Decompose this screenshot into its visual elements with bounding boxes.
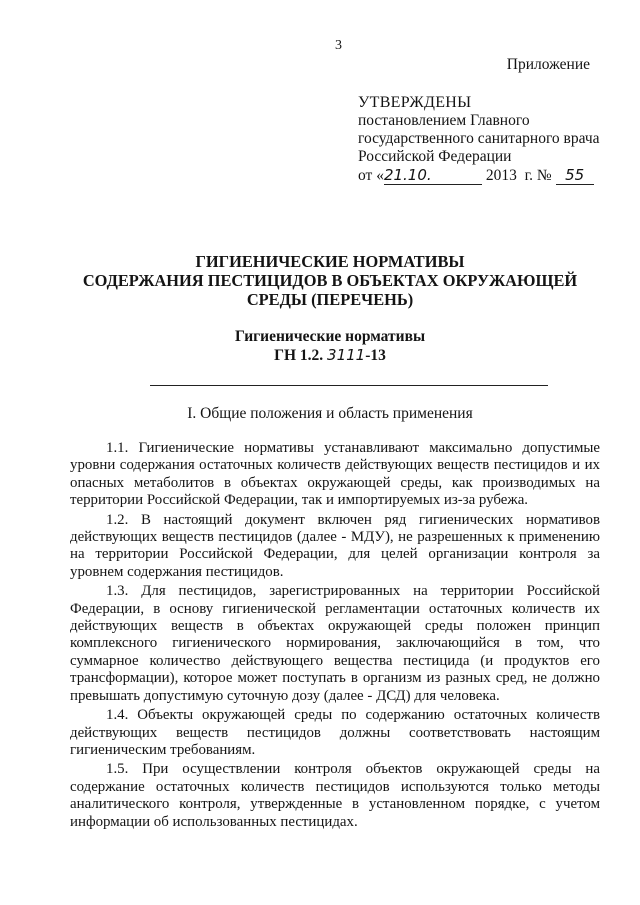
body-text — [70, 440, 600, 831]
paragraph-1-4: 1.4. Объекты окружающей среды по содержанию остаточных количеств действующих веществ пестицидов должны соответствовать настоящим гигиеническим требованиям. — [70, 707, 600, 758]
approval-line-1: постановлением Главного — [358, 112, 530, 129]
paragraph-1-3: 1.3. Для пестицидов, зарегистрированных на территории Российской Федерации, в основу гигиенической регламентации остаточных количеств их действующих веществ в объектах окружающей среды положен принцип комплексного гигиенического нормирования, заключающийся в том, что суммарное количество действующего вещества пестицида (и продуктов его трансформации), которое может поступать в организм из разных сред, не должно превышать допустимую суточную дозу (далее - ДСД) для человека. — [70, 583, 600, 704]
paragraph-1-1: 1.1. Гигиенические нормативы устанавливают максимально допустимые уровни содержания остаточных количеств действующих веществ пестицидов и их опасных метаболитов в объектах окружающей среды, как производимых на территории Российской Федерации, так и импортируемых из-за рубежа. — [70, 440, 600, 509]
separator-line — [150, 385, 548, 386]
approval-heading: УТВЕРЖДЕНЫ — [358, 94, 472, 111]
paragraph-1-5: 1.5. При осуществлении контроля объектов окружающей среды на содержание остаточных количеств пестицидов используются только методы аналитического контроля, утвержденные в установленном порядке, с учетом информации об использованных пестицидах. — [70, 761, 600, 830]
title-line-1: ГИГИЕНИЧЕСКИЕ НОРМАТИВЫ — [195, 252, 465, 271]
title-line-3: СРЕДЫ (ПЕРЕЧЕНЬ) — [246, 290, 414, 309]
document-title — [60, 252, 600, 309]
title-line-2: СОДЕРЖАНИЯ ПЕСТИЦИДОВ В ОБЪЕКТАХ ОКРУЖАЮЩЕЙ — [82, 271, 578, 290]
approval-line-2: государственного санитарного врача — [358, 130, 600, 147]
paragraph-1-2: 1.2. В настоящий документ включен ряд гигиенических нормативов действующих веществ пестицидов (далее - МДУ), не разрешенных к применению на территории Российской Федерации, для целей организации контроля за уровнем содержания пестицидов. — [70, 511, 600, 580]
handwritten-number: 55 — [556, 166, 594, 185]
norm-code — [60, 346, 600, 365]
document-subtitle — [60, 328, 600, 365]
handwritten-code: 3111 — [327, 346, 366, 364]
section-heading: I. Общие положения и область применения — [187, 405, 473, 422]
approval-block — [358, 94, 600, 185]
handwritten-date: 21.10. — [384, 166, 482, 185]
number-prefix: г. № — [524, 167, 552, 184]
approval-line-3: Российской Федерации — [358, 148, 512, 165]
appendix-label: Приложение — [506, 56, 590, 73]
date-prefix: от « — [358, 167, 384, 184]
subtitle-line-1: Гигиенические нормативы — [234, 328, 426, 345]
approval-date-line — [358, 166, 600, 185]
code-prefix: ГН 1.2. — [274, 347, 324, 364]
page-number: 3 — [335, 38, 342, 53]
date-year: 2013 — [485, 167, 517, 184]
code-suffix: -13 — [365, 347, 386, 364]
